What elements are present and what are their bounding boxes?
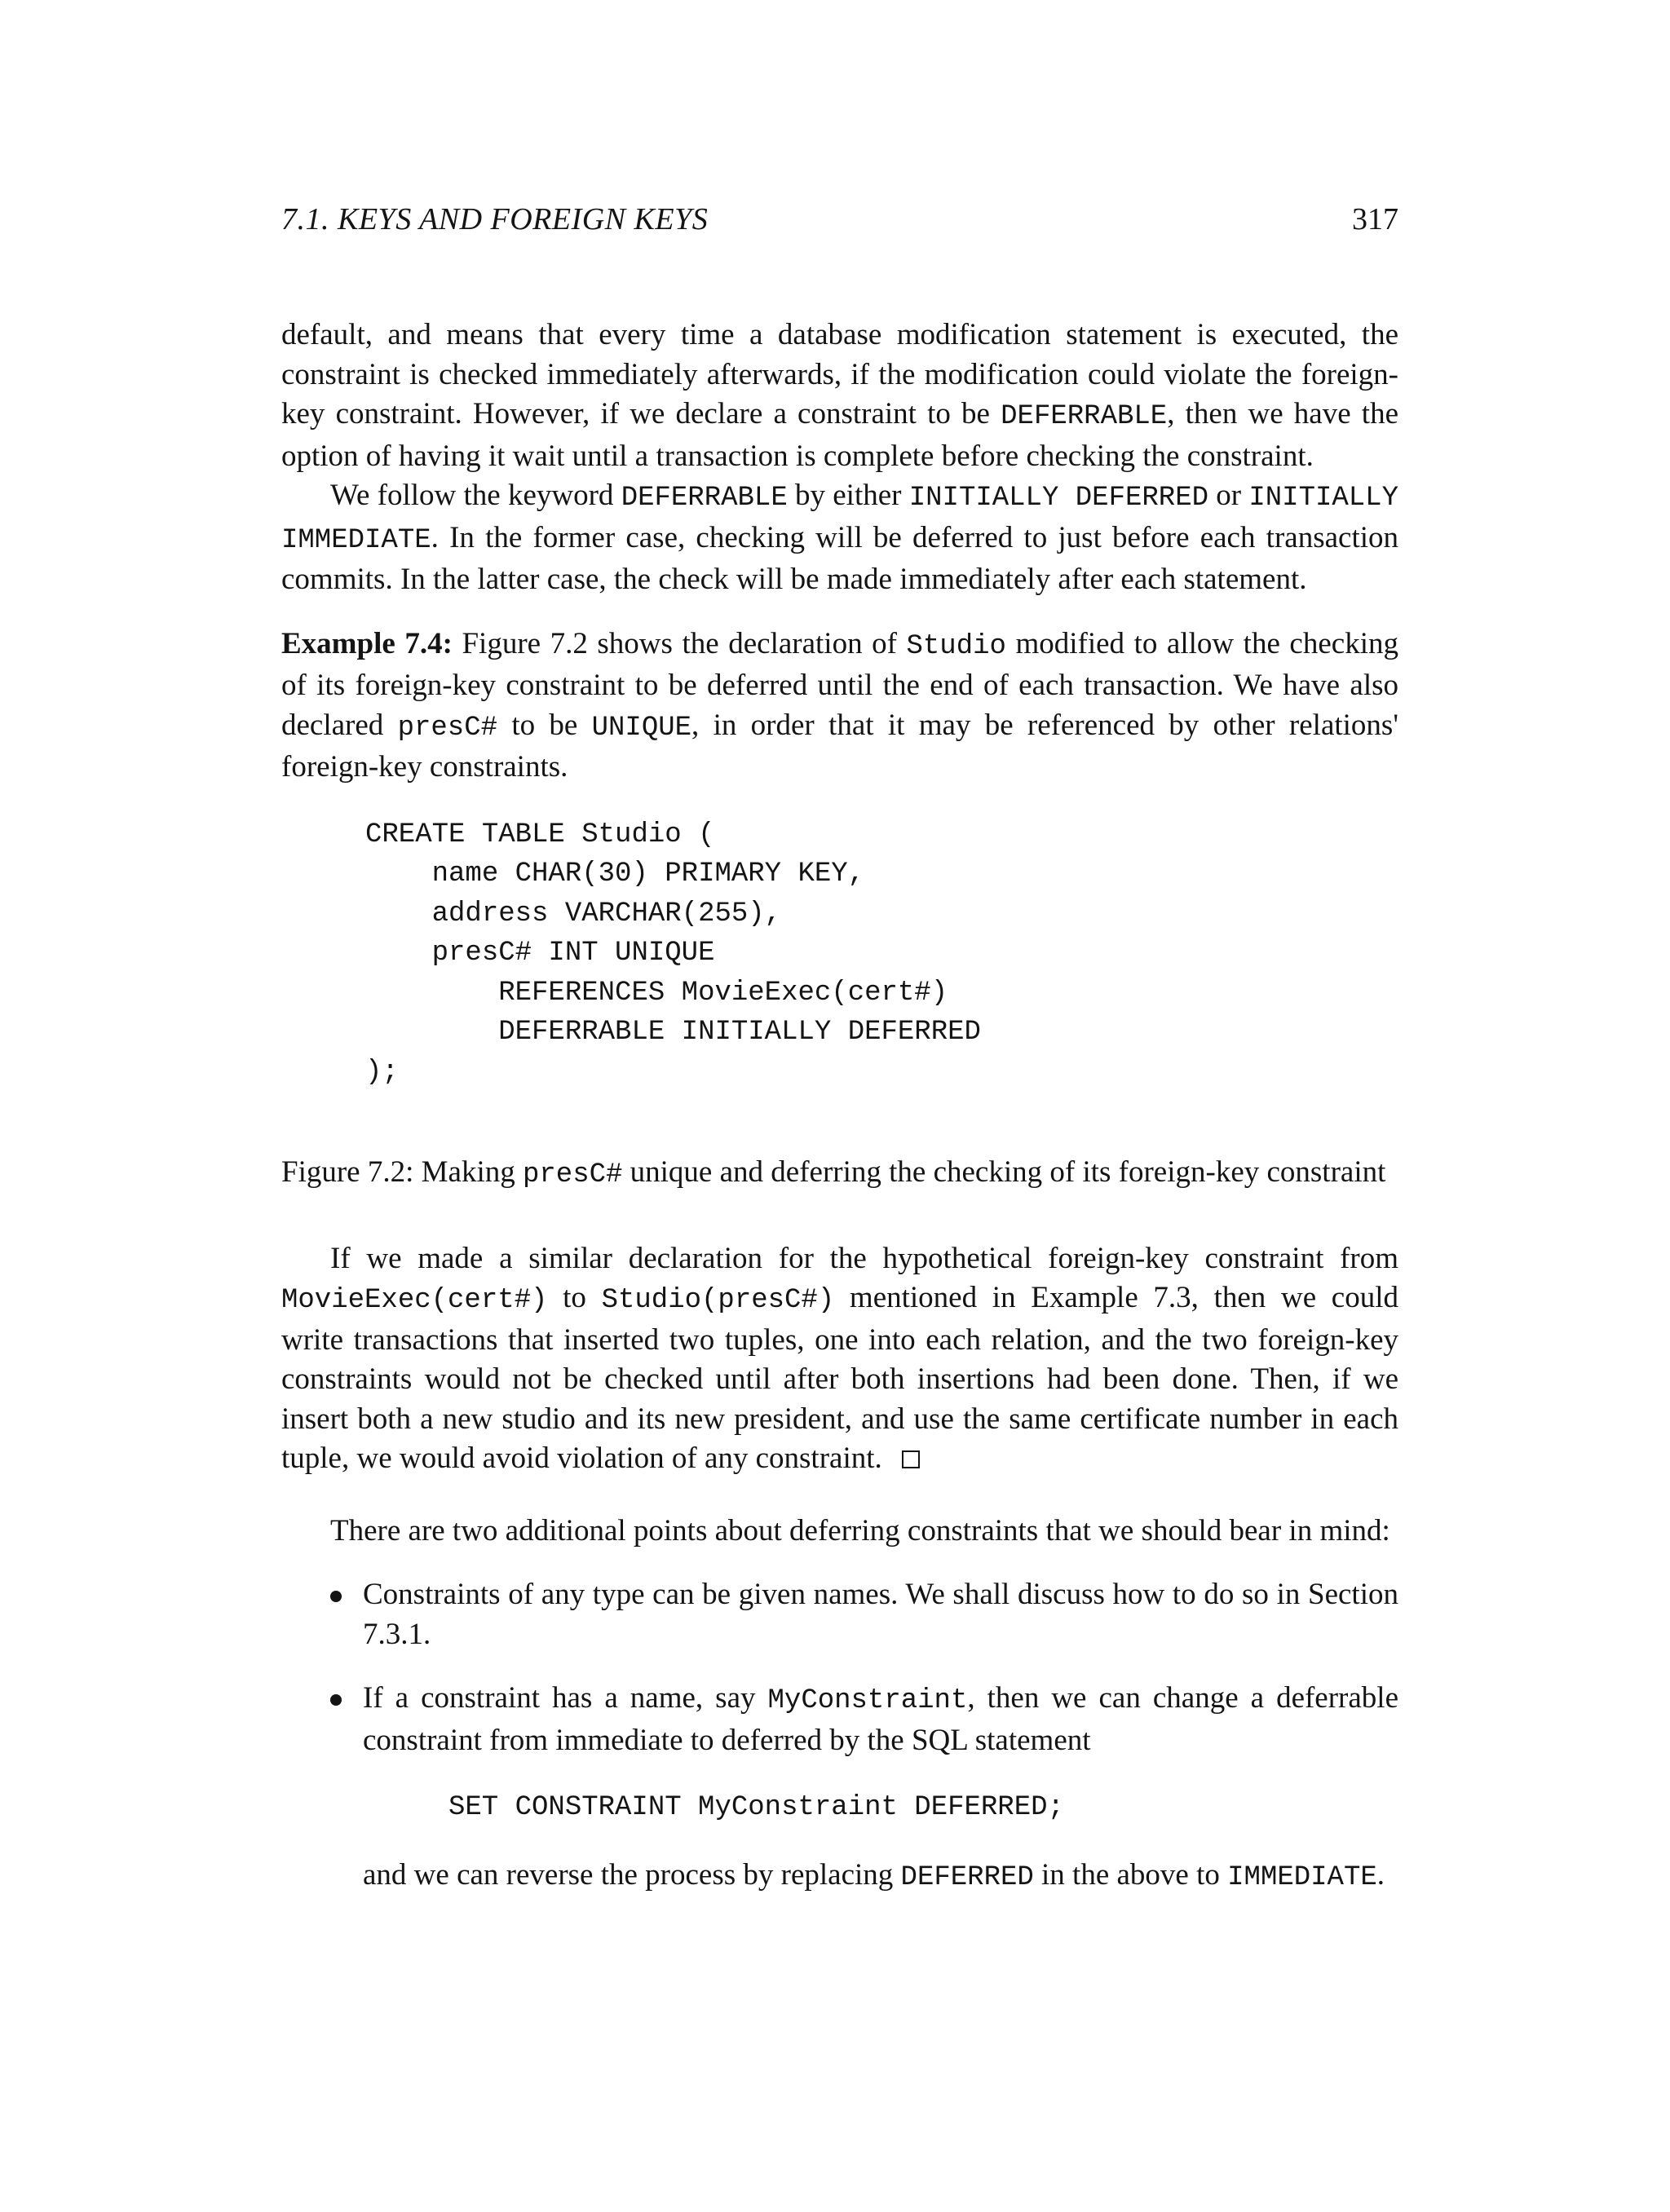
figure-caption: Figure 7.2: Making presC# unique and deferring the checking of its foreign-key constraint bbox=[281, 1155, 1386, 1190]
example-label: Example 7.4: bbox=[281, 626, 453, 660]
page-number: 317 bbox=[1352, 202, 1398, 236]
paragraph-similar-declaration: If we made a similar declaration for the hypothetical foreign-key constraint from MovieExec(cert#) to Studio(presC#) mentioned in Example 7.3, then we could write transactions that inserted two tuples, one into each relation, and the two foreign-key constraints would not be checked until after both insertions had been done. Then, if we insert both a new studio and its new president, and use the same certificate number in each tuple, we would avoid violation of any constraint. bbox=[281, 1241, 1398, 1475]
running-header bbox=[281, 200, 1398, 239]
list-item: Constraints of any type can be given names. We shall discuss how to do so in Section 7.3.1. bbox=[281, 1575, 1398, 1654]
section-title: 7.1. KEYS AND FOREIGN KEYS bbox=[281, 202, 709, 236]
keyword-deferrable: DEFERRABLE bbox=[1001, 401, 1168, 432]
paragraph-initially: We follow the keyword DEFERRABLE by either INITIALLY DEFERRED or INITIALLY IMMEDIATE. In the former case, checking will be deferred to just before each transaction commits. In the latter case, the check will be made immediately after each statement. bbox=[281, 479, 1398, 596]
paragraph-additional-points: There are two additional points about deferring constraints that we should bear in mind: bbox=[330, 1513, 1390, 1548]
bullet-icon bbox=[330, 1591, 342, 1602]
body-text bbox=[281, 316, 1398, 1897]
list-item: If a constraint has a name, say MyConstraint, then we can change a deferrable constraint from immediate to deferred by the SQL statement SET CONSTRAINT MyConstraint DEFERRED; and we can reverse the process by replacing DEFERRED in the above to IMMEDIATE. bbox=[281, 1679, 1398, 1897]
paragraph-deferrable-intro: default, and means that every time a database modification statement is executed, the constraint is checked immediately afterwards, if the modification could violate the foreign-key constraint. However, if we declare a constraint to be DEFERRABLE, then we have the option of having it wait until a transaction is complete before checking the constraint. bbox=[281, 318, 1398, 473]
bullet-list bbox=[281, 1575, 1398, 1897]
example-7-4: Example 7.4: Figure 7.2 shows the declaration of Studio modified to allow the checking of its foreign-key constraint to be deferred until the end of each transaction. We have also declared presC# to be UNIQUE, in order that it may be referenced by other relations' foreign-key constraints. bbox=[281, 626, 1398, 784]
sql-code-figure: CREATE TABLE Studio ( name CHAR(30) PRIMARY KEY, address VARCHAR(255), presC# INT UNIQUE REFERENCES MovieExec(cert#) DEFERRABLE INITIALLY DEFERRED ); bbox=[365, 819, 981, 1088]
end-of-example-icon bbox=[902, 1450, 920, 1468]
set-constraint-code: SET CONSTRAINT MyConstraint DEFERRED; bbox=[448, 1792, 1064, 1823]
bullet-icon bbox=[330, 1694, 342, 1706]
book-page bbox=[281, 200, 1398, 1922]
